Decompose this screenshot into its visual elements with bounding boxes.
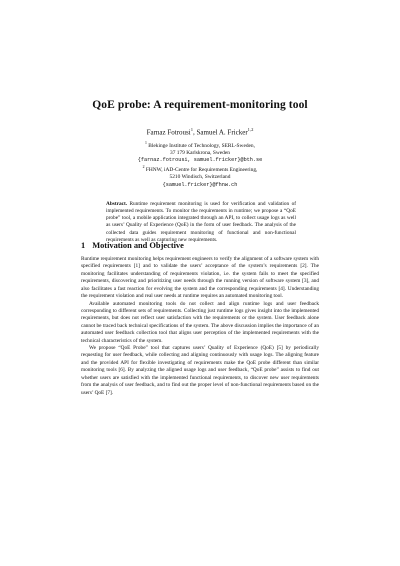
affiliation-address: 37 179 Karlskrona, Sweden <box>170 150 230 156</box>
abstract-text: Runtime requirement monitoring is used for verification and validation of implemented requirements. To monitor the requirements in runtime; we propose a “QoE probe” tool, a mobile application integrated through an API, to collect usage logs as well as users’ Quality of Experience (QoE) in the form of user feedback. The analysis of the collected data guides requirement monitoring of functional and non-functional requirements as well as capturing new requirements. <box>106 201 296 243</box>
paper-title: QoE probe: A requirement-monitoring tool <box>92 99 308 111</box>
abstract <box>106 201 296 244</box>
affiliation-email: {samuel.fricker}@fhnw.ch <box>162 181 238 188</box>
affiliation-institute: $^2$ FHNW, iAD-Centre for Requirements Engineering, <box>142 165 258 174</box>
body-paragraph: Runtime requirement monitoring helps requirement engineers to verify the alignment of a software system with specified requirements [1] and to validate the users’ acceptance of the system’s requirements [2]. The monitoring facilitates understanding of requirements violation, i.e. the system fails to meet the specified requirements, discovering and prioritizing user needs through the running version of software system [3], and also facilitates a fast reaction for evolving the system and the corresponding requirements [4]. Understanding the requirement violation and real user needs at runtime requires an automated monitoring tool. <box>81 256 319 300</box>
affiliation-institute: $^1$ Blekinge Institute of Technology, SERL-Sweden, <box>145 141 255 149</box>
affiliation-block <box>0 140 400 189</box>
section-title: Motivation and Objective <box>92 241 184 250</box>
author-name: Samuel A. Fricker <box>196 128 248 137</box>
section-number: 1 <box>81 241 86 250</box>
author-affiliation-mark: 1 <box>190 127 194 132</box>
author-affiliation-mark: 1,2 <box>247 127 254 132</box>
author-line: Farnaz Fotrousi$^1$, Samuel A. Fricker$^{1,2}$ <box>146 127 254 137</box>
abstract-label: Abstract. <box>106 201 128 207</box>
body-paragraph: Available automated monitoring tools do not collect and align runtime logs and user feedback corresponding to different sets of requirements. Collecting just runtime logs gives insight into the implemented requirements, but does not reflect user satisfaction with the requirements or the system. User feedback alone cannot be traced back technical specifications of the system. The above discussion implies the importance of an automated user feedback collection tool that aligns user perception of the implemented requirements with the technical characteristics of the system. <box>81 300 319 344</box>
section-body <box>81 256 319 397</box>
author-name: Farnaz Fotrousi <box>146 128 191 137</box>
affiliation-email: {farnaz.fotrousi, samuel.fricker}@bth.se <box>137 157 263 164</box>
section-heading <box>81 241 184 250</box>
body-paragraph: We propose “QoE Probe” tool that captures users’ Quality of Experience (QoE) [5] by periodically requesting for user feedback, while collecting and aligning continuously with usage logs. The aligning feature and the provided API for flexible investigating of requirements make the QoE probe different than similar monitoring tools [6]. By analyzing the aligned usage logs and user feedback, “QoE probe” assists to find out whether users are satisfied with the implemented functional requirements, to discover new user requirements from the analysis of user feedback, and to find out the proper level of non-functional requirements based on the users’ QoE [7]. <box>81 345 319 396</box>
affiliation-address: 5210 Windisch, Switzerland <box>169 174 231 181</box>
